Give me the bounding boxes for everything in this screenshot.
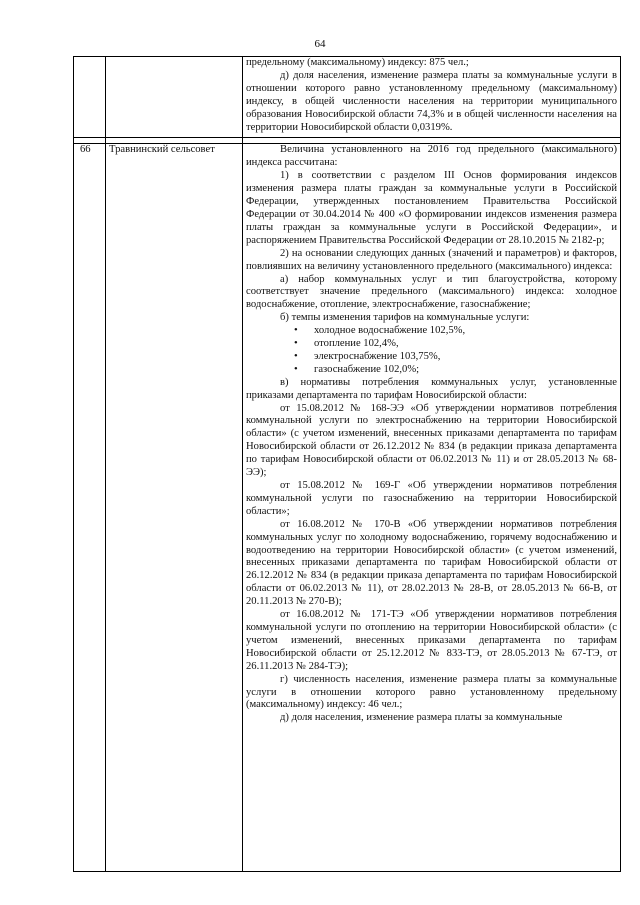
description-cell xyxy=(243,144,621,872)
municipal-index-table xyxy=(73,56,621,872)
tariff-list xyxy=(246,325,617,377)
continued-paragraph: предельному (максимальному) индексу: 875 чел.; xyxy=(246,57,469,68)
order-171-paragraph: от 16.08.2012 № 171-ТЭ «Об утверждении нормативов потребления коммунальной услуги по отоплению на территории Новосибирской области» (с учетом изменений, внесенных приказами департамента по тарифам Новосибирской области от 25.12.2012 № 833-ТЭ, от 28.05.2013 № 67-ТЭ, от 26.11.2013 № 284-ТЭ); xyxy=(246,609,617,672)
intro-paragraph: Величина установленного на 2016 год предельного (максимального) индекса рассчитана: xyxy=(246,144,617,169)
description-cell xyxy=(243,57,621,138)
item-2-paragraph: 2) на основании следующих данных (значений и параметров) и факторов, повлиявших на величину установленного предельного (максимального) индекса: xyxy=(246,247,617,272)
item-a-paragraph: а) набор коммунальных услуг и тип благоустройства, которому соответствует значение предельного (максимального) индекса: холодное водоснабжение, отопление, электроснабжение, газоснабжение; xyxy=(246,273,617,311)
tariff-item: • газоснабжение 102,0%; xyxy=(294,364,617,377)
tariff-item: • электроснабжение 103,75%, xyxy=(294,351,617,364)
item-g-paragraph: г) численность населения, изменение размера платы за коммунальные услуги в отношении которого равно установленному предельному (максимальному) индексу: 46 чел.; xyxy=(246,673,617,711)
item-d-paragraph: д) доля населения, изменение размера платы за коммунальные xyxy=(280,712,563,724)
item-1-paragraph: 1) в соответствии с разделом III Основ формирования индексов изменения размера платы граждан за коммунальные услуги в Российской Федерации, утвержденных постановлением Правительства Российской Федерации от 30.04.2014 № 400 «О формировании индексов изменения размера платы граждан за коммунальные услуги в Российской Федерации», и распоряжением Правительства Российской Федерации от 28.10.2015 № 2182-р; xyxy=(246,170,617,246)
item-v-paragraph: в) нормативы потребления коммунальных услуг, установленные приказами департамента по тарифам Новосибирской области: xyxy=(246,376,617,401)
table-row-66 xyxy=(74,144,621,872)
row-number-cell: 66 xyxy=(74,144,106,872)
table-row-continuation xyxy=(74,57,621,138)
order-168-paragraph: от 15.08.2012 № 168-ЭЭ «Об утверждении нормативов потребления коммунальной услуги по электроснабжению на территории Новосибирской области» (с учетом изменений, внесенных приказами департамента по тарифам Новосибирской области от 26.12.2012 № 834 (в редакции приказа департамента по тарифам Новосибирской области от 06.02.2013 № 11) и от 28.05.2013 № 68-ЭЭ); xyxy=(246,402,617,479)
municipality-name-cell: Травнинский сельсовет xyxy=(106,144,243,872)
order-169-paragraph: от 15.08.2012 № 169-Г «Об утверждении нормативов потребления коммунальной услуги по газоснабжению на территории Новосибирской области»; xyxy=(246,480,617,517)
item-b-paragraph: б) темпы изменения тарифов на коммунальные услуги: xyxy=(280,312,530,324)
order-170-paragraph: от 16.08.2012 № 170-В «Об утверждении нормативов потребления коммунальных услуг по холодному водоснабжению, горячему водоснабжению и водоотведению на территории Новосибирской области» (с учетом изменений, внесенных приказами департамента по тарифам Новосибирской области от 26.12.2012 № 834 (в редакции приказа департамента по тарифам Новосибирской области от 06.02.2013 № 11), от 28.02.2013 № 28-В, от 28.05.2013 № 66-В, от 20.11.2013 № 270-В); xyxy=(246,518,617,608)
municipality-name-cell xyxy=(106,57,243,138)
row-number-cell xyxy=(74,57,106,138)
population-share-paragraph: д) доля населения, изменение размера платы за коммунальные услуги в отношении которого равно установленному предельному (максимальному) индексу, в общей численности населения на территории муниципального образования Новосибирской области 74,3% и в общей численности населения на территории Новосибирской области 0,0319%. xyxy=(246,69,617,133)
tariff-item: • отопление 102,4%, xyxy=(294,338,617,351)
tariff-item: • холодное водоснабжение 102,5%, xyxy=(294,325,617,338)
page-number: 64 xyxy=(314,38,326,50)
